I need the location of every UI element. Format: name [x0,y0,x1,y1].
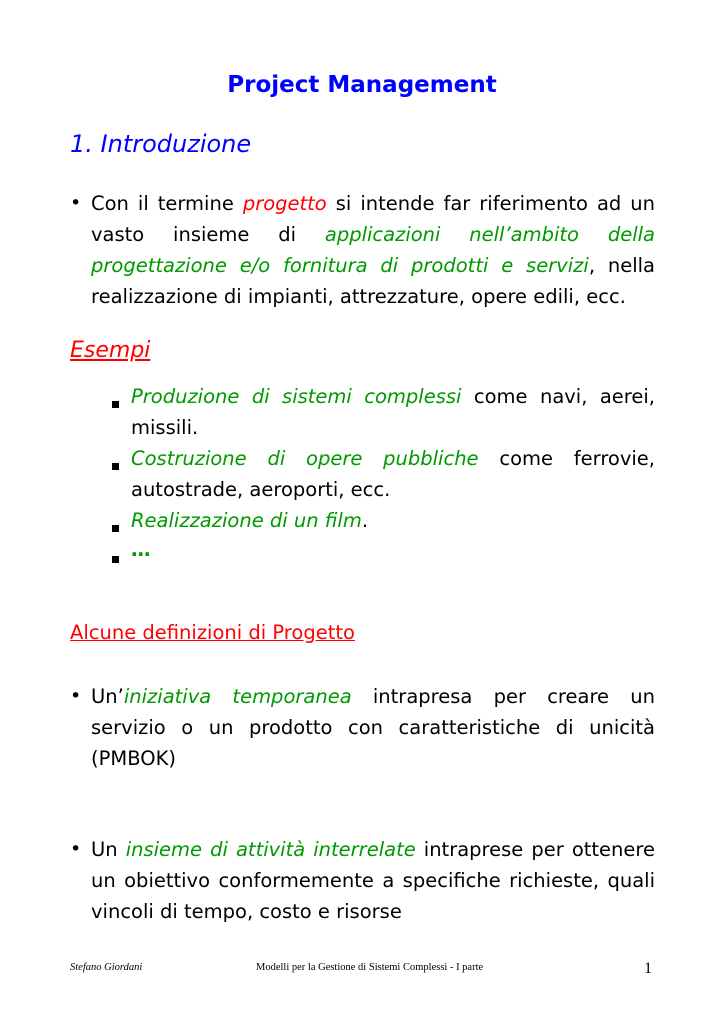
def1-text-1: Un’ [91,685,124,708]
def1-highlight: iniziativa temporanea [123,685,352,708]
intro-highlight: applicazioni nell’ambito della progettazione e/o fornitura di prodotti e servizi [91,223,655,277]
bullet-dot: • [70,685,82,707]
list-item [131,534,655,565]
square-bullet [112,548,119,567]
list-item [131,505,655,536]
def2-text-2: intraprese per ottenere un obiettivo conformemente a specifiche richieste, quali vincoli di tempo, costo e risorse [91,838,655,923]
bullet-dot: • [70,838,82,860]
example-emphasis: Costruzione di opere pubbliche [131,447,479,470]
square-bullet [112,517,119,536]
definition-1 [91,681,655,774]
bullet-dot: • [70,192,82,214]
example-text: . [361,509,369,532]
example-ellipsis: … [131,538,151,561]
definitions-heading: Alcune definizioni di Progetto [70,621,355,644]
examples-heading: Esempi [70,338,151,363]
footer-author: Stefano Giordani [70,962,143,973]
example-text: come navi, aerei, missili. [131,385,656,439]
footer-course: Modelli per la Gestione di Sistemi Complessi - I parte [256,962,484,973]
def2-highlight: insieme di attività interrelate [125,838,416,861]
list-item [131,443,655,505]
example-emphasis: Realizzazione di un film [131,509,362,532]
square-bullet [112,455,119,474]
section-heading: 1. Introduzione [70,130,252,158]
example-text: come ferrovie, autostrade, aeroporti, ecc. [131,447,655,501]
intro-text-2: si intende far riferimento ad un vasto insieme di [91,192,655,246]
page-number: 1 [644,960,652,977]
page-title: Project Management [227,72,497,98]
intro-text-3: , nella realizzazione di impianti, attrezzature, opere edili, ecc. [91,254,655,308]
intro-paragraph [91,188,655,312]
example-emphasis: Produzione di sistemi complessi [131,385,462,408]
square-bullet [112,393,119,412]
list-item [131,381,655,443]
definition-2 [91,834,655,927]
intro-text-1: Con il termine [91,192,243,215]
intro-keyword: progetto [242,192,327,215]
def2-text-1: Un [91,838,126,861]
def1-text-2: intrapresa per creare un servizio o un prodotto con caratteristiche di unicità (PMBOK) [91,685,655,770]
